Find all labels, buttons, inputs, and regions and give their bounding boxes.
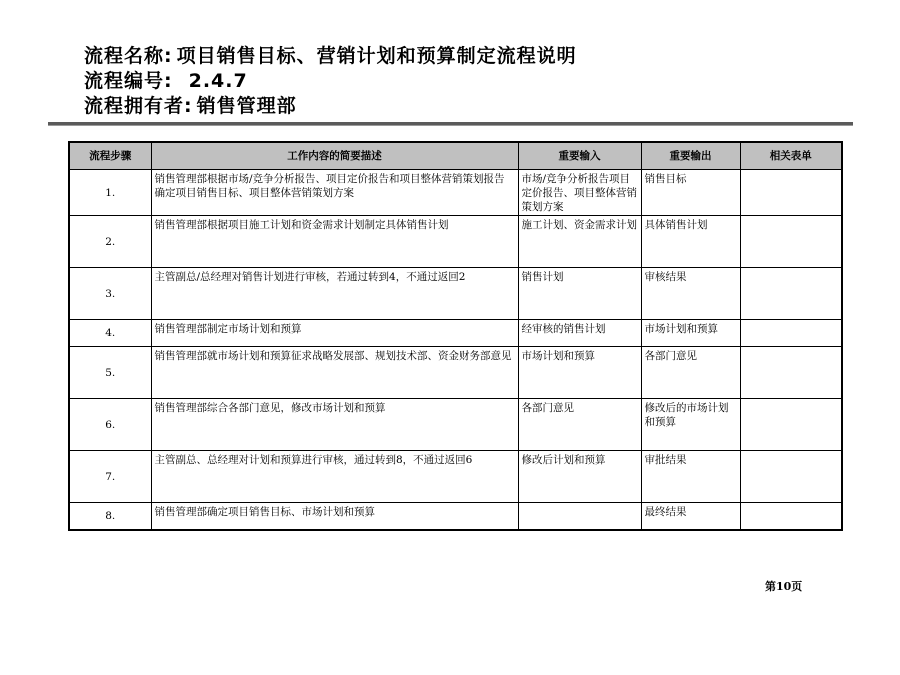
step-description: 销售管理部综合各部门意见，修改市场计划和预算: [151, 399, 518, 451]
table-row: [69, 347, 842, 399]
table-row: [69, 216, 842, 268]
step-output: 审批结果: [641, 451, 740, 503]
process-name-line: [84, 44, 577, 69]
step-output: 修改后的市场计划和预算: [641, 399, 740, 451]
step-input: 施工计划、资金需求计划: [518, 216, 641, 268]
step-description: 主管副总、总经理对计划和预算进行审核，通过转到8，不通过返回6: [151, 451, 518, 503]
process-header: [84, 44, 577, 119]
step-input: 销售计划: [518, 268, 641, 320]
step-output: 具体销售计划: [641, 216, 740, 268]
step-description: 销售管理部制定市场计划和预算: [151, 320, 518, 347]
column-header-output: 重要输出: [641, 142, 740, 170]
step-input: 市场计划和预算: [518, 347, 641, 399]
step-output: 审核结果: [641, 268, 740, 320]
table-header-row: [69, 142, 842, 170]
table-row: [69, 503, 842, 531]
process-owner-line: [84, 94, 577, 119]
step-forms: [740, 216, 842, 268]
step-forms: [740, 399, 842, 451]
step-description: 销售管理部根据项目施工计划和资金需求计划制定具体销售计划: [151, 216, 518, 268]
table-row: [69, 451, 842, 503]
step-forms: [740, 170, 842, 216]
step-forms: [740, 268, 842, 320]
step-output: 销售目标: [641, 170, 740, 216]
process-number-value: 2.4.7: [188, 70, 248, 92]
step-forms: [740, 503, 842, 531]
step-number: 4.: [69, 320, 151, 347]
step-description: 主管副总/总经理对销售计划进行审核，若通过转到4，不通过返回2: [151, 268, 518, 320]
step-forms: [740, 451, 842, 503]
process-owner-label: 流程拥有者:: [84, 95, 193, 117]
header-divider: [48, 122, 853, 126]
step-number: 1.: [69, 170, 151, 216]
step-input: 各部门意见: [518, 399, 641, 451]
step-number: 6.: [69, 399, 151, 451]
step-output: 最终结果: [641, 503, 740, 531]
step-output: 市场计划和预算: [641, 320, 740, 347]
process-table: [68, 141, 843, 531]
column-header-input: 重要输入: [518, 142, 641, 170]
step-input: 修改后计划和预算: [518, 451, 641, 503]
column-header-forms: 相关表单: [740, 142, 842, 170]
table-row: [69, 320, 842, 347]
step-number: 5.: [69, 347, 151, 399]
step-description: 销售管理部就市场计划和预算征求战略发展部、规划技术部、资金财务部意见: [151, 347, 518, 399]
step-input: 经审核的销售计划: [518, 320, 641, 347]
process-number-label: 流程编号:: [84, 70, 173, 92]
step-description: 销售管理部根据市场/竞争分析报告、项目定价报告和项目整体营销策划报告确定项目销售目标、项目整体营销策划方案: [151, 170, 518, 216]
step-number: 7.: [69, 451, 151, 503]
step-output: 各部门意见: [641, 347, 740, 399]
step-number: 8.: [69, 503, 151, 531]
process-name-value: 项目销售目标、营销计划和预算制定流程说明: [176, 45, 577, 67]
page-number: 第10页: [765, 580, 803, 593]
column-header-step: 流程步骤: [69, 142, 151, 170]
step-number: 2.: [69, 216, 151, 268]
step-forms: [740, 347, 842, 399]
process-owner-value: 销售管理部: [196, 95, 297, 117]
process-name-label: 流程名称:: [84, 45, 173, 67]
table-row: [69, 399, 842, 451]
step-forms: [740, 320, 842, 347]
table-row: [69, 268, 842, 320]
column-header-description: 工作内容的简要描述: [151, 142, 518, 170]
step-input: 市场/竞争分析报告项目定价报告、项目整体营销策划方案: [518, 170, 641, 216]
step-number: 3.: [69, 268, 151, 320]
process-number-line: [84, 69, 577, 94]
step-input: [518, 503, 641, 531]
table-row: [69, 170, 842, 216]
step-description: 销售管理部确定项目销售目标、市场计划和预算: [151, 503, 518, 531]
